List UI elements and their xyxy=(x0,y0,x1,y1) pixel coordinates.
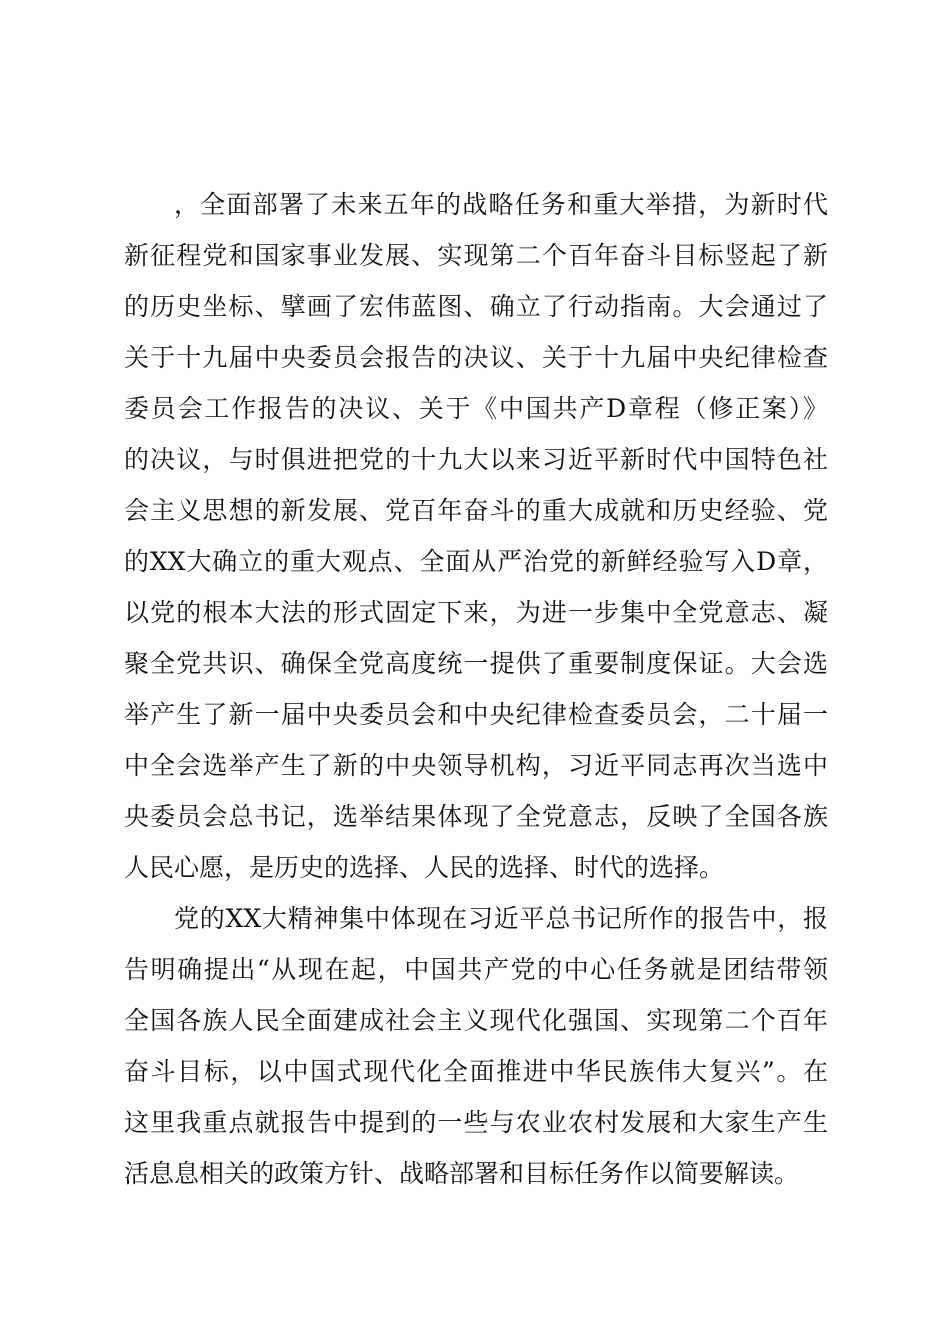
text-line: 这里我重点就报告中提到的一些与农业农村发展和大家生产生 xyxy=(124,1108,828,1137)
text-line: 会主义思想的新发展、党百年奋斗的重大成就和历史经验、党 xyxy=(124,496,828,525)
text-line: 全国各族人民全面建成社会主义现代化强国、实现第二个百年 xyxy=(124,1006,828,1035)
text-line: 告明确提出“从现在起，中国共产党的中心任务就是团结带领 xyxy=(124,955,828,984)
text-line: 新征程党和国家事业发展、实现第二个百年奋斗目标竖起了新 xyxy=(124,241,828,270)
text-line: 人民心愿，是历史的选择、人民的选择、时代的选择。 xyxy=(124,853,725,882)
text-line: 关于十九届中央委员会报告的决议、关于十九届中央纪律检查 xyxy=(124,343,828,372)
text-line: 聚全党共识、确保全党高度统一提供了重要制度保证。大会选 xyxy=(124,649,828,678)
text-line: 奋斗目标，以中国式现代化全面推进中华民族伟大复兴”。在 xyxy=(124,1057,828,1086)
text-line: 的历史坐标、擘画了宏伟蓝图、确立了行动指南。大会通过了 xyxy=(124,292,828,321)
text-line: 中全会选举产生了新的中央领导机构，习近平同志再次当选中 xyxy=(124,751,828,780)
text-line: 委员会工作报告的决议、关于《中国共产D章程（修正案）》 xyxy=(124,394,828,423)
text-line: 的XX大确立的重大观点、全面从严治党的新鲜经验写入D章， xyxy=(124,547,828,576)
text-line: 的决议，与时俱进把党的十九大以来习近平新时代中国特色社 xyxy=(124,445,828,474)
text-line: 党的XX大精神集中体现在习近平总书记所作的报告中，报 xyxy=(174,904,828,933)
text-line: 以党的根本大法的形式固定下来，为进一步集中全党意志、凝 xyxy=(124,598,828,627)
text-line: ，全面部署了未来五年的战略任务和重大举措，为新时代 xyxy=(174,190,828,219)
text-line: 举产生了新一届中央委员会和中央纪律检查委员会，二十届一 xyxy=(124,700,828,729)
text-line: 活息息相关的政策方针、战略部署和目标任务作以简要解读。 xyxy=(124,1159,800,1188)
text-line: 央委员会总书记，选举结果体现了全党意志，反映了全国各族 xyxy=(124,802,828,831)
